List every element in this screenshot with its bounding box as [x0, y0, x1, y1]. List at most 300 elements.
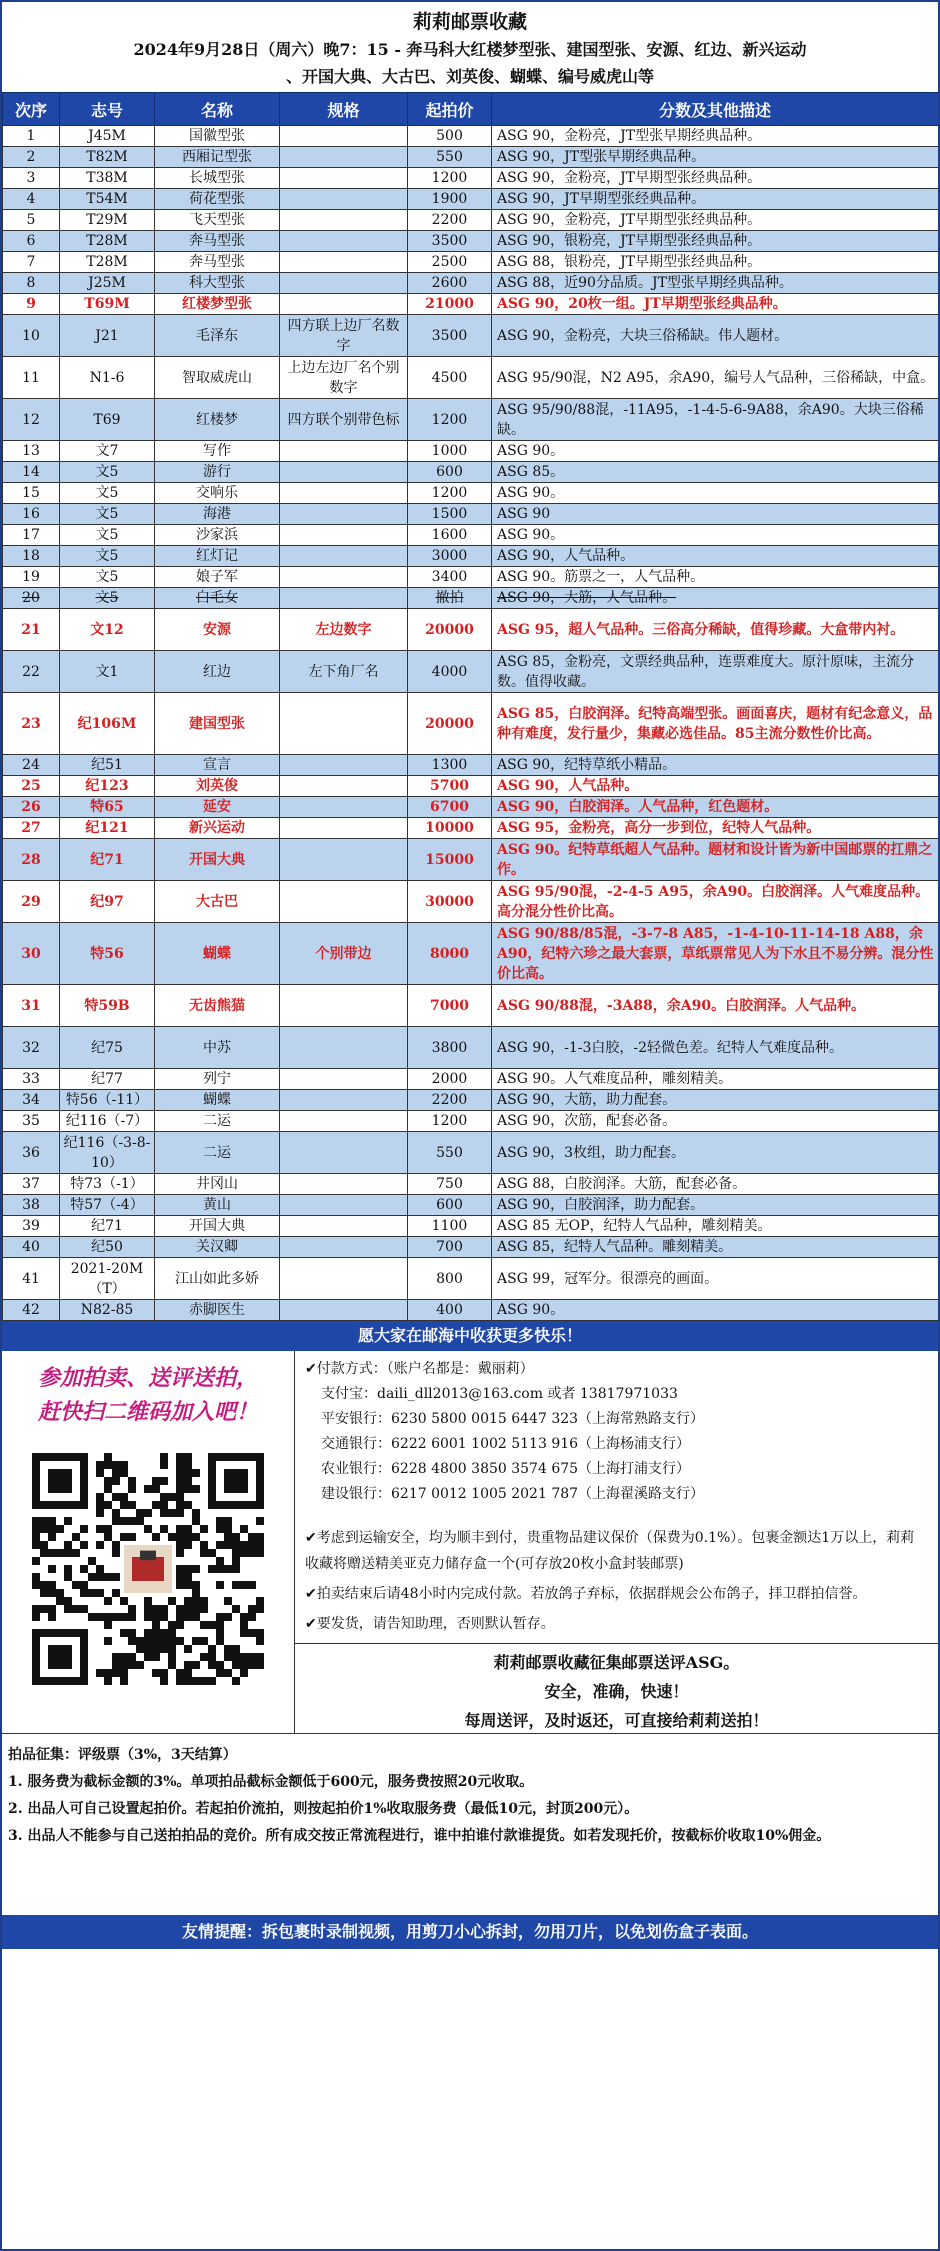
lot-name: 蝴蝶 — [155, 1090, 280, 1111]
lot-name: 科大型张 — [155, 273, 280, 294]
lot-number: 21 — [3, 609, 60, 651]
lot-price: 1200 — [408, 483, 492, 504]
lot-number: 4 — [3, 189, 60, 210]
col-spec: 规格 — [280, 93, 408, 126]
lot-description: ASG 90，金粉亮，JT早期型张经典品种。 — [492, 210, 939, 231]
lot-code: 文7 — [60, 441, 155, 462]
table-header-row — [3, 93, 939, 126]
table-row — [3, 126, 939, 147]
auction-line-1: 2024年9月28日（周六）晚7：15 - 奔马科大红楼梦型张、建国型张、安源、红边、新兴运动 — [133, 40, 807, 59]
lot-spec — [280, 776, 408, 797]
lot-spec — [280, 1258, 408, 1300]
lot-price: 800 — [408, 1258, 492, 1300]
table-row — [3, 1069, 939, 1090]
lot-spec — [280, 1090, 408, 1111]
lot-spec — [280, 839, 408, 881]
lot-number: 6 — [3, 231, 60, 252]
lot-spec: 四方联个别带色标 — [280, 399, 408, 441]
lot-price: 1200 — [408, 399, 492, 441]
table-row — [3, 755, 939, 776]
lot-spec — [280, 168, 408, 189]
lot-code: J45M — [60, 126, 155, 147]
lot-spec — [280, 1132, 408, 1174]
table-row — [3, 399, 939, 441]
payment-panel — [295, 1351, 938, 1733]
lot-description: ASG 90，金粉亮，大块三俗稀缺。伟人题材。 — [492, 315, 939, 357]
lot-code: T69M — [60, 294, 155, 315]
lot-description: ASG 90，JT型张早期经典品种。 — [492, 147, 939, 168]
lot-name: 列宁 — [155, 1069, 280, 1090]
lot-description: ASG 90，3枚组，助力配套。 — [492, 1132, 939, 1174]
lot-name: 无齿熊猫 — [155, 985, 280, 1027]
lot-description: ASG 90，金粉亮，JT早期型张经典品种。 — [492, 168, 939, 189]
lot-spec — [280, 755, 408, 776]
lot-price: 600 — [408, 1195, 492, 1216]
lot-name: 赤脚医生 — [155, 1300, 280, 1321]
lot-number: 39 — [3, 1216, 60, 1237]
lot-name: 刘英俊 — [155, 776, 280, 797]
lot-description: ASG 85 无OP，纪特人气品种，雕刻精美。 — [492, 1216, 939, 1237]
lot-description: ASG 88，银粉亮，JT早期型张经典品种。 — [492, 252, 939, 273]
rules-title: 拍品征集：评级票（3%，3天结算） — [8, 1747, 237, 1763]
lot-description: ASG 90/88混，-3A88，余A90。白胶润泽。人气品种。 — [492, 985, 939, 1027]
table-row — [3, 797, 939, 818]
lot-code: T54M — [60, 189, 155, 210]
lot-number: 13 — [3, 441, 60, 462]
table-row — [3, 609, 939, 651]
lot-description: ASG 90，银粉亮，JT早期型张经典品种。 — [492, 231, 939, 252]
table-row — [3, 168, 939, 189]
lot-spec — [280, 1069, 408, 1090]
lot-name: 毛泽东 — [155, 315, 280, 357]
lot-name: 奔马型张 — [155, 231, 280, 252]
lot-number: 33 — [3, 1069, 60, 1090]
footer-reminder: 友情提醒：拆包裹时录制视频，用剪刀小心拆封，勿用刀片，以免划伤盒子表面。 — [2, 1915, 938, 1949]
lot-name: 娘子军 — [155, 567, 280, 588]
lot-spec — [280, 273, 408, 294]
lot-price: 1300 — [408, 755, 492, 776]
lot-spec: 个别带边 — [280, 923, 408, 985]
col-lot: 次序 — [3, 93, 60, 126]
table-row — [3, 839, 939, 881]
lot-spec — [280, 147, 408, 168]
lot-spec — [280, 797, 408, 818]
payment-bank-1: 平安银行：6230 5800 0015 6447 323（上海常熟路支行） — [321, 1411, 705, 1427]
lot-number: 20 — [3, 588, 60, 609]
lot-code: 文5 — [60, 483, 155, 504]
lot-code: 纪50 — [60, 1237, 155, 1258]
lot-description: ASG 95，金粉亮，高分一步到位，纪特人气品种。 — [492, 818, 939, 839]
lot-price: 2200 — [408, 210, 492, 231]
lot-code: 文5 — [60, 462, 155, 483]
lot-price: 6700 — [408, 797, 492, 818]
table-row — [3, 693, 939, 755]
table-row — [3, 1237, 939, 1258]
lot-code: 纪77 — [60, 1069, 155, 1090]
lot-description: ASG 90，大筋，人气品种。 — [492, 588, 939, 609]
lot-number: 32 — [3, 1027, 60, 1069]
lot-price: 4000 — [408, 651, 492, 693]
lot-code: T82M — [60, 147, 155, 168]
lot-body — [3, 126, 939, 1321]
lot-spec — [280, 483, 408, 504]
shipping-note: ✔考虑到运输安全，均为顺丰到付，贵重物品建议保价（保费为0.1%）。包裹金额达1万以上，莉莉收藏将赠送精美亚克力储存盒一个(可存放20枚小盒封装邮票) — [305, 1530, 915, 1572]
col-code: 志号 — [60, 93, 155, 126]
lot-number: 8 — [3, 273, 60, 294]
lot-code: 文5 — [60, 546, 155, 567]
lot-name: 红楼梦型张 — [155, 294, 280, 315]
table-row — [3, 231, 939, 252]
table-row — [3, 1216, 939, 1237]
lot-name: 二运 — [155, 1132, 280, 1174]
lot-number: 15 — [3, 483, 60, 504]
lot-spec — [280, 546, 408, 567]
lot-code: T28M — [60, 231, 155, 252]
lot-spec — [280, 1195, 408, 1216]
lot-number: 16 — [3, 504, 60, 525]
lot-price: 3500 — [408, 315, 492, 357]
lot-code: 特59B — [60, 985, 155, 1027]
lot-code: T69 — [60, 399, 155, 441]
lot-spec — [280, 588, 408, 609]
lot-price: 3400 — [408, 567, 492, 588]
shop-title: 莉莉邮票收藏 — [412, 11, 527, 33]
lot-number: 19 — [3, 567, 60, 588]
lot-number: 31 — [3, 985, 60, 1027]
lot-code: T38M — [60, 168, 155, 189]
lot-spec — [280, 881, 408, 923]
lot-spec — [280, 462, 408, 483]
table-row — [3, 881, 939, 923]
lot-number: 41 — [3, 1258, 60, 1300]
lot-spec — [280, 1111, 408, 1132]
lot-number: 14 — [3, 462, 60, 483]
table-row — [3, 189, 939, 210]
lot-price: 600 — [408, 462, 492, 483]
table-row — [3, 294, 939, 315]
lot-price: 1000 — [408, 441, 492, 462]
lot-code: 文12 — [60, 609, 155, 651]
table-row — [3, 985, 939, 1027]
lot-price: 550 — [408, 147, 492, 168]
lot-number: 3 — [3, 168, 60, 189]
lot-code: 纪51 — [60, 755, 155, 776]
lot-code: 特65 — [60, 797, 155, 818]
rule-2: 2. 出品人可自己设置起拍价。若起拍价流拍，则按起拍价1%收取服务费（最低10元，封顶200元）。 — [8, 1801, 639, 1817]
assessment-box — [295, 1643, 938, 1735]
lot-spec — [280, 693, 408, 755]
lot-description: ASG 90 — [492, 504, 939, 525]
lot-code: 纪97 — [60, 881, 155, 923]
lot-description: ASG 90。人气难度品种，雕刻精美。 — [492, 1069, 939, 1090]
qr-code-icon[interactable] — [32, 1453, 264, 1685]
lot-description: ASG 88，白胶润泽。大筋，配套必备。 — [492, 1174, 939, 1195]
lot-code: 纪116（-7） — [60, 1111, 155, 1132]
lot-spec — [280, 567, 408, 588]
lot-price: 550 — [408, 1132, 492, 1174]
lot-name: 写作 — [155, 441, 280, 462]
lot-description: ASG 90，JT早期型张经典品种。 — [492, 189, 939, 210]
lot-description: ASG 90，次筋，配套必备。 — [492, 1111, 939, 1132]
lot-description: ASG 88，近90分品质。JT型张早期经典品种。 — [492, 273, 939, 294]
assessment-line-3: 每周送评，及时返还，可直接给莉莉送拍！ — [464, 1711, 769, 1730]
lot-price: 2000 — [408, 1069, 492, 1090]
lot-spec: 上边左边厂名个别数字 — [280, 357, 408, 399]
lot-description: ASG 85，金粉亮，文票经典品种，连票难度大。原汁原味，主流分数。值得收藏。 — [492, 651, 939, 693]
lot-description: ASG 90。 — [492, 441, 939, 462]
table-row — [3, 776, 939, 797]
lot-price: 1900 — [408, 189, 492, 210]
lot-spec — [280, 1216, 408, 1237]
col-name: 名称 — [155, 93, 280, 126]
lot-name: 海港 — [155, 504, 280, 525]
lot-description: ASG 90，20枚一组。JT早期型张经典品种。 — [492, 294, 939, 315]
lot-name: 蝴蝶 — [155, 923, 280, 985]
payment-bank-4: 建设银行：6217 0012 1005 2021 787（上海翟溪路支行） — [321, 1486, 705, 1502]
lot-spec — [280, 818, 408, 839]
lot-description: ASG 90。 — [492, 525, 939, 546]
lot-spec — [280, 1300, 408, 1321]
lot-name: 智取威虎山 — [155, 357, 280, 399]
lot-code: 特57（-4） — [60, 1195, 155, 1216]
table-row — [3, 357, 939, 399]
lot-description: ASG 90，大筋，助力配套。 — [492, 1090, 939, 1111]
lot-description: ASG 90，白胶润泽。人气品种，红色题材。 — [492, 797, 939, 818]
lot-description: ASG 90。纪特草纸超人气品种。题材和设计皆为新中国邮票的扛鼎之作。 — [492, 839, 939, 881]
lot-spec — [280, 441, 408, 462]
table-row — [3, 1300, 939, 1321]
table-row — [3, 525, 939, 546]
lot-price: 2600 — [408, 273, 492, 294]
table-row — [3, 651, 939, 693]
lot-code: J21 — [60, 315, 155, 357]
lot-number: 27 — [3, 818, 60, 839]
payment-title: ✔付款方式：（账户名都是：戴丽莉） — [305, 1361, 534, 1377]
lot-number: 23 — [3, 693, 60, 755]
payment-bank-3: 农业银行：6228 4800 3850 3574 675（上海打浦支行） — [321, 1461, 691, 1477]
lot-name: 中苏 — [155, 1027, 280, 1069]
lot-code: 纪121 — [60, 818, 155, 839]
table-row — [3, 1195, 939, 1216]
lot-price: 500 — [408, 126, 492, 147]
lot-name: 二运 — [155, 1111, 280, 1132]
promo-line-1: 参加拍卖、送评送拍， — [37, 1365, 258, 1391]
lot-number: 22 — [3, 651, 60, 693]
lot-code: 2021-20M（T） — [60, 1258, 155, 1300]
lot-spec: 左下角厂名 — [280, 651, 408, 693]
lot-code: 文1 — [60, 651, 155, 693]
table-row — [3, 1174, 939, 1195]
lot-price: 1600 — [408, 525, 492, 546]
lot-description: ASG 90，白胶润泽，助力配套。 — [492, 1195, 939, 1216]
lot-spec: 左边数字 — [280, 609, 408, 651]
lot-code: 纪106M — [60, 693, 155, 755]
lot-name: 白毛女 — [155, 588, 280, 609]
lot-spec — [280, 1237, 408, 1258]
lot-number: 40 — [3, 1237, 60, 1258]
lot-code: 文5 — [60, 525, 155, 546]
lot-price: 1200 — [408, 1111, 492, 1132]
payment-alipay: 支付宝：daili_dll2013@163.com 或者 13817971033 — [321, 1386, 678, 1402]
promo-line-2: 赶快扫二维码加入吧！ — [37, 1399, 258, 1425]
lot-name: 建国型张 — [155, 693, 280, 755]
table-row — [3, 1027, 939, 1069]
lot-name: 飞天型张 — [155, 210, 280, 231]
table-row — [3, 923, 939, 985]
lot-price: 5700 — [408, 776, 492, 797]
lot-name: 安源 — [155, 609, 280, 651]
lot-price: 7000 — [408, 985, 492, 1027]
lot-code: 纪123 — [60, 776, 155, 797]
lot-name: 新兴运动 — [155, 818, 280, 839]
lot-code: J25M — [60, 273, 155, 294]
lot-price: 3000 — [408, 546, 492, 567]
lot-description: ASG 95/90混，N2 A95，余A90，编号人气品种，三俗稀缺，中盒。 — [492, 357, 939, 399]
assessment-line-2: 安全，准确，快速！ — [544, 1682, 689, 1701]
lot-name: 长城型张 — [155, 168, 280, 189]
table-row — [3, 546, 939, 567]
lot-price: 10000 — [408, 818, 492, 839]
lot-spec — [280, 1174, 408, 1195]
lot-price: 2500 — [408, 252, 492, 273]
lot-code: N82-85 — [60, 1300, 155, 1321]
lot-number: 29 — [3, 881, 60, 923]
lot-number: 30 — [3, 923, 60, 985]
lot-code: 文5 — [60, 567, 155, 588]
lot-name: 荷花型张 — [155, 189, 280, 210]
lot-description: ASG 95，超人气品种。三俗高分稀缺，值得珍藏。大盒带内衬。 — [492, 609, 939, 651]
lot-description: ASG 90。 — [492, 1300, 939, 1321]
lot-number: 9 — [3, 294, 60, 315]
lot-description: ASG 99，冠军分。很漂亮的画面。 — [492, 1258, 939, 1300]
lot-price: 1100 — [408, 1216, 492, 1237]
lot-price: 21000 — [408, 294, 492, 315]
lot-price: 700 — [408, 1237, 492, 1258]
lot-table — [2, 92, 939, 1321]
lot-code: T29M — [60, 210, 155, 231]
lot-number: 18 — [3, 546, 60, 567]
lot-number: 24 — [3, 755, 60, 776]
lot-number: 26 — [3, 797, 60, 818]
lot-spec — [280, 985, 408, 1027]
lot-spec — [280, 294, 408, 315]
lot-price: 4500 — [408, 357, 492, 399]
lot-name: 游行 — [155, 462, 280, 483]
lot-code: 文5 — [60, 504, 155, 525]
lot-price: 3800 — [408, 1027, 492, 1069]
lot-description: ASG 90，纪特草纸小精品。 — [492, 755, 939, 776]
shipping-request-note: ✔要发货，请告知助理，否则默认暂存。 — [305, 1616, 555, 1632]
lot-code: N1-6 — [60, 357, 155, 399]
lot-name: 开国大典 — [155, 839, 280, 881]
lot-description: ASG 90/88/85混，-3-7-8 A85，-1-4-10-11-14-18 A88，余A90，纪特六珍之最大套票，草纸票常见人为下水且不易分辨。混分性价比高。 — [492, 923, 939, 985]
lot-number: 10 — [3, 315, 60, 357]
lot-code: 文5 — [60, 588, 155, 609]
lot-name: 红边 — [155, 651, 280, 693]
lot-spec — [280, 231, 408, 252]
consignment-rules — [2, 1734, 938, 1915]
col-desc: 分数及其他描述 — [492, 93, 939, 126]
table-row — [3, 818, 939, 839]
lot-number: 1 — [3, 126, 60, 147]
lot-name: 西厢记型张 — [155, 147, 280, 168]
lot-price: 8000 — [408, 923, 492, 985]
lot-description: ASG 90。 — [492, 483, 939, 504]
auction-line-2: 、开国大典、大古巴、刘英俊、蝴蝶、编号威虎山等 — [285, 67, 654, 86]
lot-name: 开国大典 — [155, 1216, 280, 1237]
lot-code: 纪71 — [60, 839, 155, 881]
lot-number: 2 — [3, 147, 60, 168]
lot-spec — [280, 252, 408, 273]
lot-number: 38 — [3, 1195, 60, 1216]
lot-spec — [280, 504, 408, 525]
table-row — [3, 1258, 939, 1300]
lot-price: 3500 — [408, 231, 492, 252]
lot-description: ASG 85。 — [492, 462, 939, 483]
lot-code: 纪71 — [60, 1216, 155, 1237]
lot-spec — [280, 525, 408, 546]
lot-name: 红楼梦 — [155, 399, 280, 441]
table-row — [3, 462, 939, 483]
lot-name: 关汉卿 — [155, 1237, 280, 1258]
assessment-line-1: 莉莉邮票收藏征集邮票送评ASG。 — [493, 1653, 740, 1672]
lot-name: 红灯记 — [155, 546, 280, 567]
lot-number: 25 — [3, 776, 60, 797]
lot-description: ASG 90，人气品种。 — [492, 776, 939, 797]
lot-price: 30000 — [408, 881, 492, 923]
rule-3: 3. 出品人不能参与自己送拍拍品的竞价。所有成交按正常流程进行，谁中拍谁付款谁提货。如若发现托价，按截标价收取10%佣金。 — [8, 1828, 831, 1844]
lot-price: 15000 — [408, 839, 492, 881]
lot-spec — [280, 210, 408, 231]
lot-name: 奔马型张 — [155, 252, 280, 273]
lot-number: 17 — [3, 525, 60, 546]
lot-code: 纪116（-3-8-10） — [60, 1132, 155, 1174]
lot-description: ASG 95/90混，-2-4-5 A95，余A90。白胶润泽。人气难度品种。高分混分性价比高。 — [492, 881, 939, 923]
lot-number: 37 — [3, 1174, 60, 1195]
lot-price: 20000 — [408, 609, 492, 651]
table-row — [3, 1090, 939, 1111]
table-row — [3, 252, 939, 273]
rule-1: 1. 服务费为截标金额的3%。单项拍品截标金额低于600元，服务费按照20元收取。 — [8, 1774, 534, 1790]
lot-description: ASG 90，人气品种。 — [492, 546, 939, 567]
payment-bank-2: 交通银行：6222 6001 1002 5113 916（上海杨浦支行） — [321, 1436, 691, 1452]
lot-code: 特56（-11） — [60, 1090, 155, 1111]
lot-name: 宣言 — [155, 755, 280, 776]
lot-price: 400 — [408, 1300, 492, 1321]
lot-spec — [280, 1027, 408, 1069]
table-row — [3, 1111, 939, 1132]
lot-price: 1500 — [408, 504, 492, 525]
lot-code: 纪75 — [60, 1027, 155, 1069]
lot-number: 7 — [3, 252, 60, 273]
lot-number: 42 — [3, 1300, 60, 1321]
lot-number: 11 — [3, 357, 60, 399]
table-row — [3, 483, 939, 504]
lot-code: 特56 — [60, 923, 155, 985]
info-panel — [2, 1351, 938, 1734]
lot-name: 大古巴 — [155, 881, 280, 923]
lot-name: 黄山 — [155, 1195, 280, 1216]
lot-code: T28M — [60, 252, 155, 273]
lot-price: 2200 — [408, 1090, 492, 1111]
lot-spec: 四方联上边厂名数字 — [280, 315, 408, 357]
lot-number: 12 — [3, 399, 60, 441]
wish-banner: 愿大家在邮海中收获更多快乐！ — [2, 1321, 938, 1351]
table-row — [3, 588, 939, 609]
table-row — [3, 567, 939, 588]
lot-name: 延安 — [155, 797, 280, 818]
table-row — [3, 504, 939, 525]
